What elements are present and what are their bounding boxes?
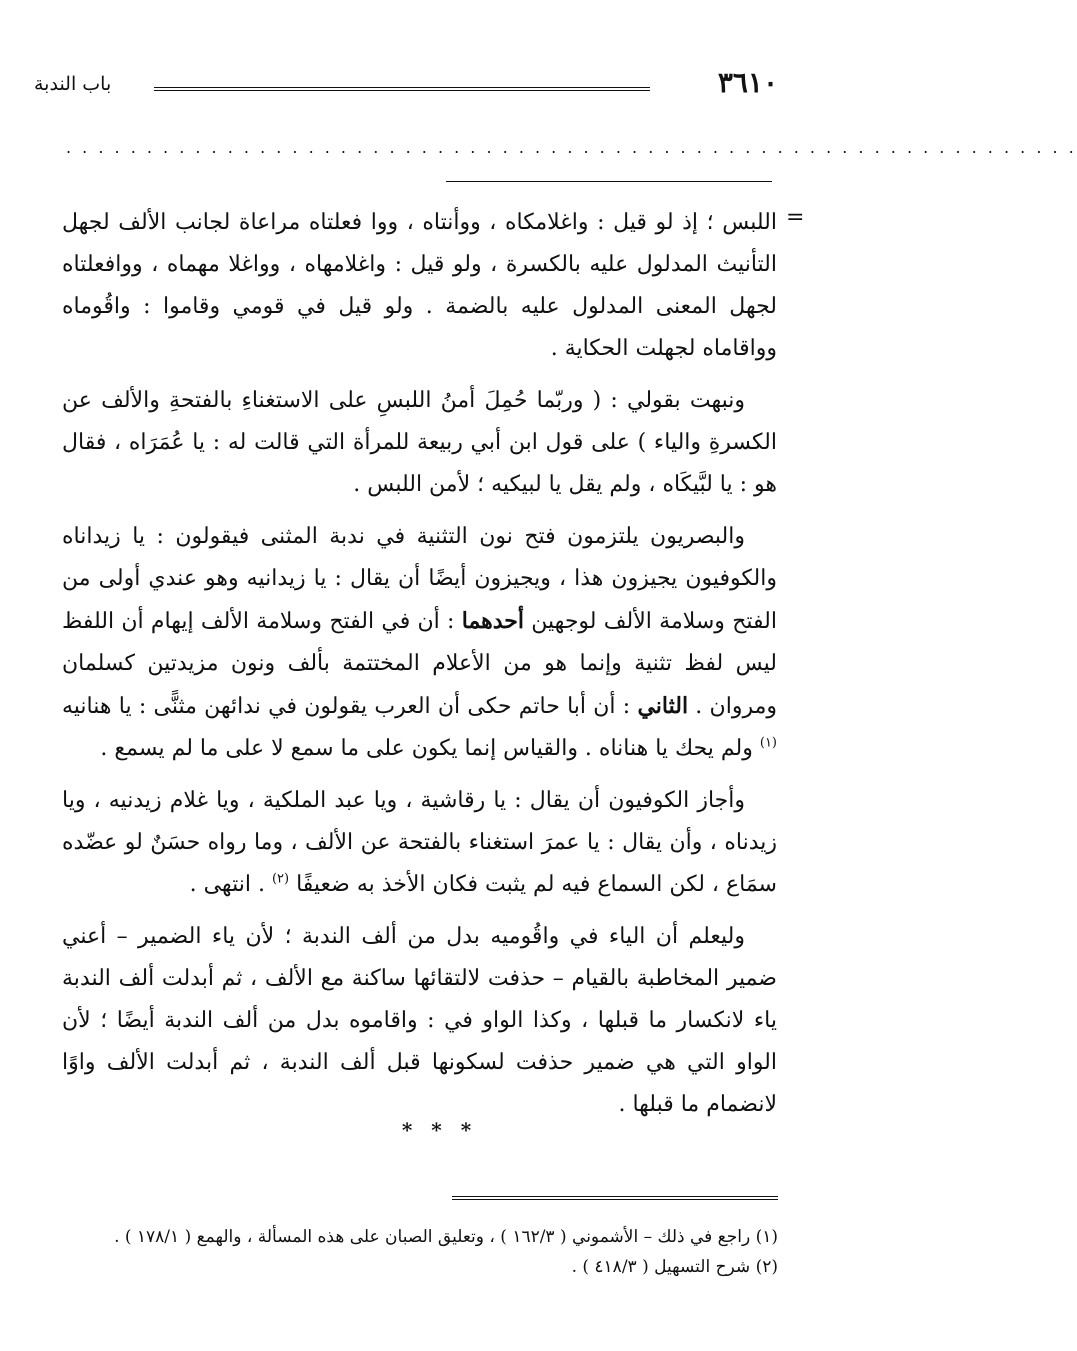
dotted-separator: . . . . . . . . . . . . . . . . . . . . . . . . . . . . . . . . . . . . . . . . . . . . . . . . . . . . . . . . . . . . . . . bbox=[66, 138, 1077, 157]
paragraph-3-text-a: والبصريون يلتزمون فتح نون التثنية في ندبة المثنى فيقولون : يا زيداناه والكوفيون يجيزون هذا ، ويجيزون أيضًا أن يقال : يا زيدانيه وهو عندي أولى من الفتح وسلامة الألف لوجهين bbox=[62, 524, 777, 634]
footnote-ref-2[interactable]: (٢) bbox=[271, 871, 290, 887]
paragraph-4-text-a: وأجاز الكوفيون أن يقال : يا رقاشية ، ويا عبد الملكية ، ويا غلام زيدنيه ، ويا زيدناه ، وأن يقال : يا عمرَ استغناء بالفتحة عن الألف ، وما رواه حسَنٌ لو عضّده سمَاع ، لكن السماع فيه لم يثبت فكان الأخذ به ضعيفًا bbox=[62, 788, 777, 897]
footnote-1: (١) راجع في ذلك – الأشموني ( ١٦٢/٣ ) ، وتعليق الصبان على هذه المسألة ، والهمع ( ١٧٨/١ ) . bbox=[114, 1227, 778, 1247]
paragraph-3 bbox=[62, 516, 777, 770]
first-reason-label: أحدهما bbox=[461, 608, 525, 634]
footnote-ref-1[interactable]: (١) bbox=[759, 735, 777, 751]
header-rule bbox=[154, 87, 650, 91]
footnote-rule bbox=[452, 1196, 778, 1200]
section-rule bbox=[446, 181, 772, 182]
paragraph-3-text-f: ولم يحك يا هناناه . والقياس إنما يكون على ما سمع لا على ما لم يسمع . bbox=[100, 736, 760, 761]
continuation-mark: = bbox=[786, 205, 805, 230]
page-header bbox=[34, 66, 778, 106]
page-number: ٣٦١٠ bbox=[717, 66, 778, 99]
section-stars: * * * bbox=[401, 1118, 478, 1142]
paragraph-4 bbox=[62, 780, 777, 906]
paragraph-2: ونبهت بقولي : ( وربّما حُمِلَ أمنُ اللبسِ على الاستغناءِ بالفتحةِ والألف عن الكسرةِ والياء ) على قول ابن أبي ربيعة للمرأة التي قالت له : يا عُمَرَاه ، فقال هو : يا لبَّيكَاه ، ولم يقل يا لبيكيه ؛ لأمن اللبس . bbox=[62, 388, 777, 497]
body-text bbox=[62, 202, 777, 1136]
second-reason-label: الثاني bbox=[637, 693, 689, 719]
paragraph-4-text-b: . انتهى . bbox=[189, 872, 272, 897]
footnotes bbox=[40, 1222, 778, 1282]
chapter-title: باب الندبة bbox=[34, 73, 112, 95]
paragraph-1: اللبس ؛ إذ لو قيل : واغلامكاه ، ووأنتاه ، ووا فعلتاه مراعاة لجانب الألف لجهل التأنيث المدلول عليه بالكسرة ، ولو قيل : واغلامهاه ، وواغلا مهماه ، ووافعلتاه لجهل المعنى المدلول عليه بالضمة . ولو قيل في قومي وقاموا : واقُوماه وواقاماه لجهلت الحكاية . bbox=[62, 210, 777, 361]
paragraph-3-text-e: : أن أبا حاتم حكى أن العرب يقولون في ندائهن مثنًّى : يا هنانيه bbox=[62, 694, 638, 719]
paragraph-3-text-c: : أن في الفتح وسلامة الألف إيهام أن اللفظ ليس لفظ تثنية وإنما هو من الأعلام المختتمة بألف ونون مزيدتين كسلمان ومروان . bbox=[62, 609, 777, 719]
paragraph-5: وليعلم أن الياء في واقُوميه بدل من ألف الندبة ؛ لأن ياء الضمير – أعني ضمير المخاطبة بالقيام – حذفت لالتقائها ساكنة مع الألف ، ثم أبدلت ألف الندبة ياء لانكسار ما قبلها ، وكذا الواو في : واقاموه بدل من ألف الندبة أيضًا ؛ لأن الواو التي هي ضمير حذفت لسكونها قبل ألف الندبة ، ثم أبدلت الألف واوًا لانضمام ما قبلها . bbox=[62, 924, 777, 1117]
footnote-2: (٢) شرح التسهيل ( ٤١٨/٣ ) . bbox=[571, 1257, 778, 1277]
